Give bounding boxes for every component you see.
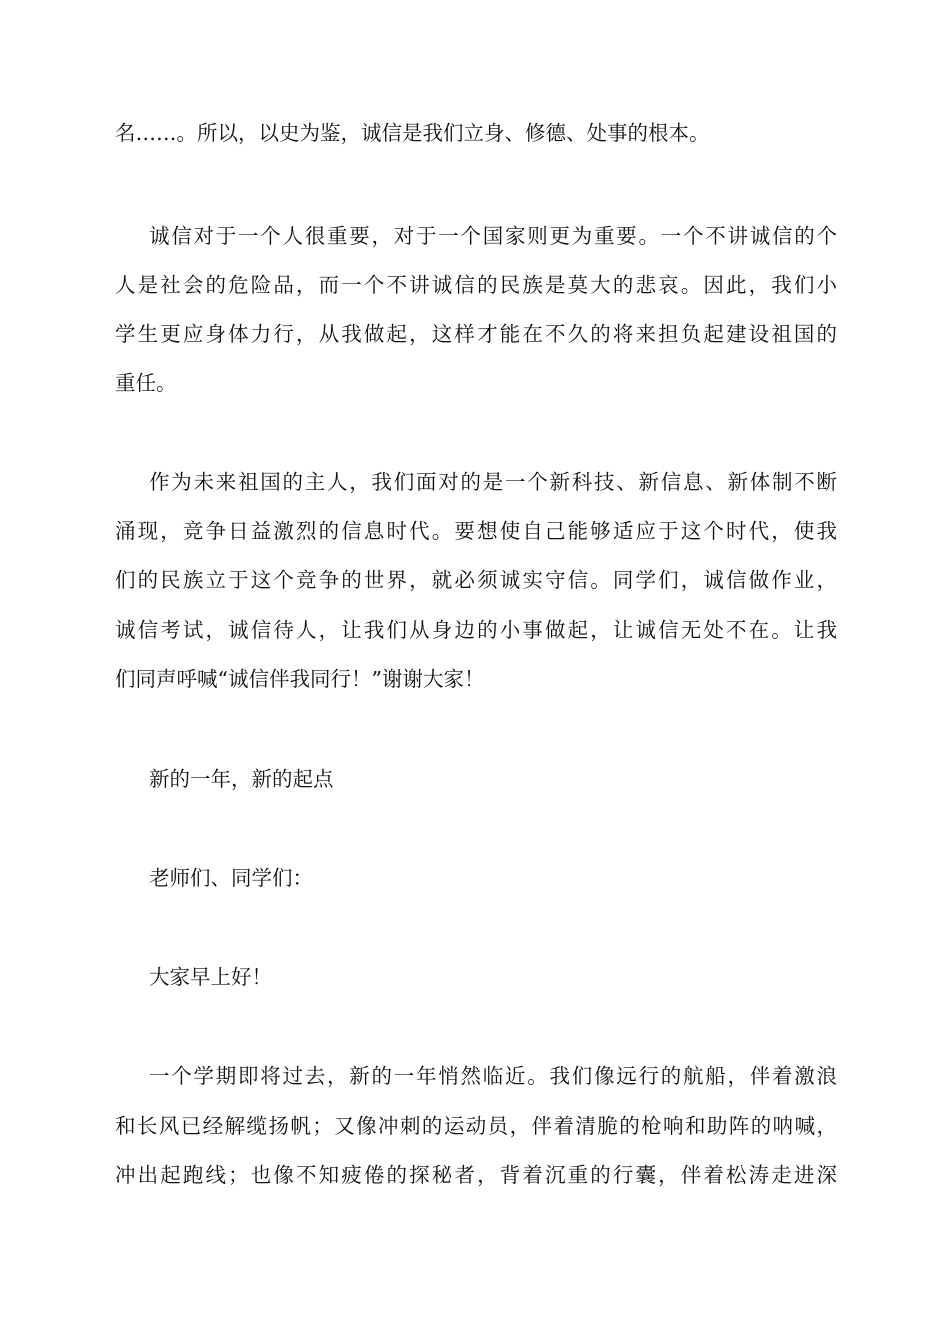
text-line-5: 重任。 — [115, 371, 177, 395]
text-line-6: 作为未来祖国的主人，我们面对的是一个新科技、新信息、新体制不断 — [149, 470, 837, 494]
salutation: 老师们、同学们： — [149, 866, 313, 890]
text-line-4: 学生更应身体力行，从我做起，这样才能在不久的将来担负起建设祖国的 — [115, 322, 837, 346]
text-line-9: 诚信考试，诚信待人，让我们从身边的小事做起，让诚信无处不在。让我 — [115, 618, 837, 642]
text-line-3: 人是社会的危险品，而一个不讲诚信的民族是莫大的悲哀。因此，我们小 — [115, 273, 837, 297]
text-line-14: 一个学期即将过去，新的一年悄然临近。我们像远行的航船，伴着激浪 — [149, 1064, 837, 1088]
text-line-16: 冲出起跑线；也像不知疲倦的探秘者，背着沉重的行囊，伴着松涛走进深 — [115, 1163, 837, 1187]
text-line-8: 们的民族立于这个竞争的世界，就必须诚实守信。同学们，诚信做作业， — [115, 568, 837, 592]
greeting: 大家早上好！ — [149, 965, 272, 989]
text-line-10: 们同声呼喊“诚信伴我同行！”谢谢大家！ — [115, 667, 485, 691]
text-line-2: 诚信对于一个人很重要，对于一个国家则更为重要。一个不讲诚信的个 — [149, 224, 837, 248]
text-line-15: 和长风已经解缆扬帆；又像冲刺的运动员，伴着清脆的枪响和助阵的呐喊， — [115, 1114, 837, 1138]
text-line-1: 名……。所以，以史为鉴，诚信是我们立身、修德、处事的根本。 — [115, 121, 710, 145]
section-title: 新的一年，新的起点 — [149, 767, 334, 791]
text-line-7: 涌现，竞争日益激烈的信息时代。要想使自己能够适应于这个时代，使我 — [115, 519, 837, 543]
